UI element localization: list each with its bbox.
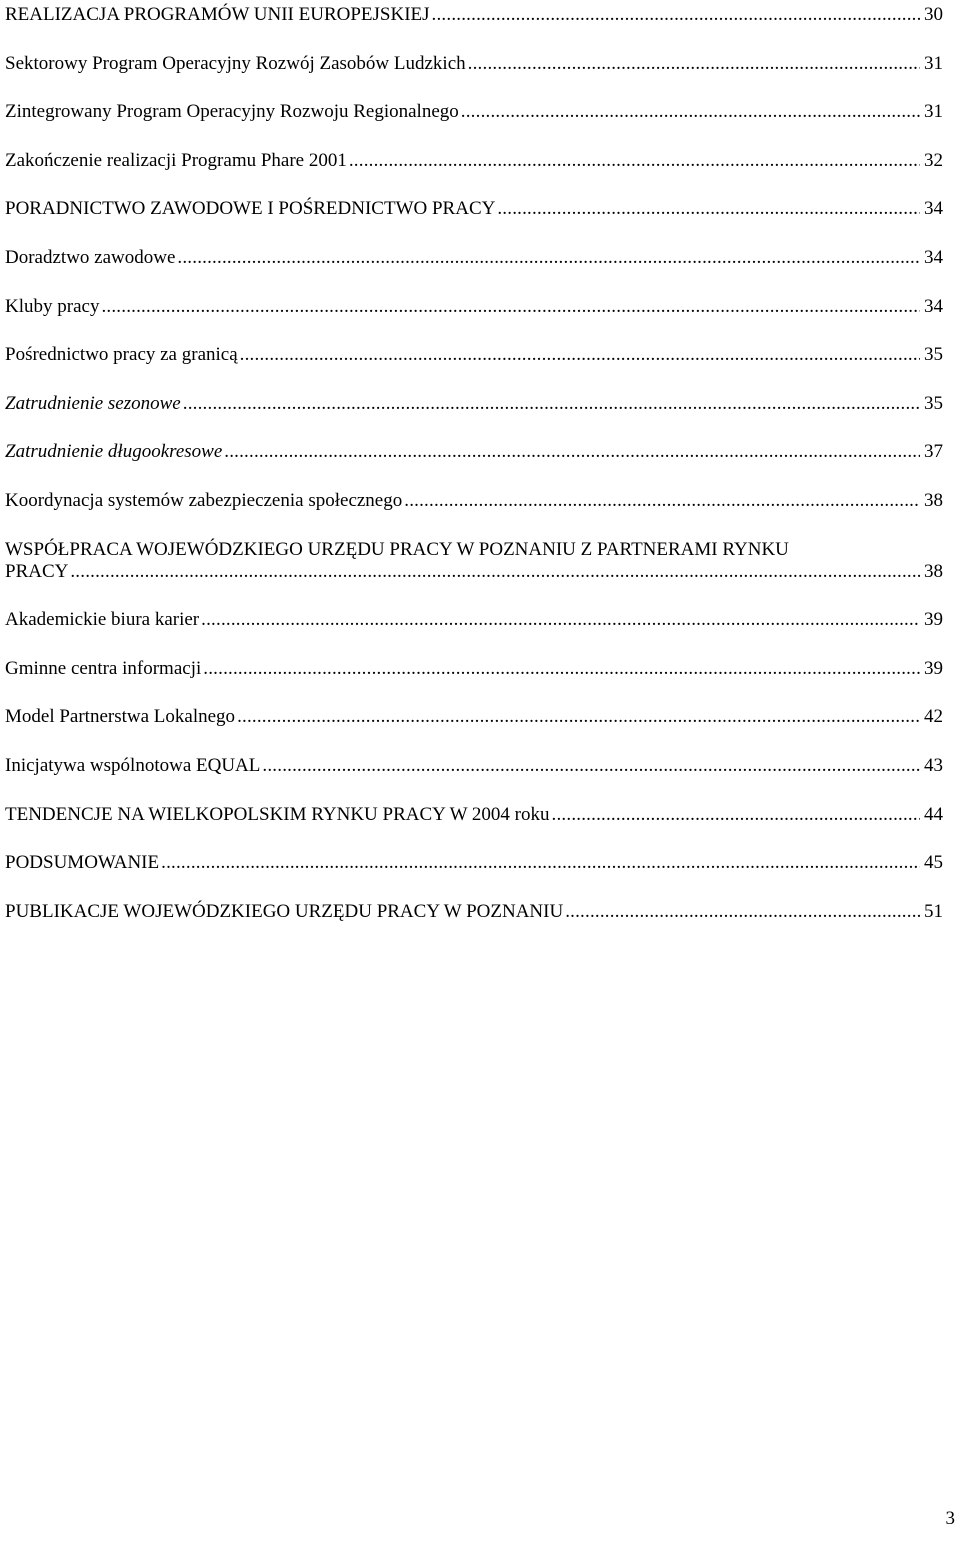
dot-leader [183,393,920,415]
toc-entry-title: Inicjatywa wspólnotowa EQUAL [5,754,261,776]
dot-leader [461,101,920,123]
toc-entry-title: PORADNICTWO ZAWODOWE I POŚREDNICTWO PRACY [5,198,496,220]
toc-entry-page: 31 [924,101,943,123]
toc-entry-title: REALIZACJA PROGRAMÓW UNII EUROPEJSKIEJ [5,4,430,25]
toc-entry-title: Zintegrowany Program Operacyjny Rozwoju Regionalnego [5,101,459,123]
toc-entry-title: Koordynacja systemów zabezpieczenia społecznego [5,489,403,511]
toc-entry-page: 39 [924,657,943,679]
toc-entry-title: PUBLIKACJE WOJEWÓDZKIEGO URZĘDU PRACY W POZNANIU [5,900,564,922]
toc-entry-title: Zatrudnienie sezonowe [5,392,181,414]
toc-entry[interactable] [5,539,943,583]
dot-leader [565,901,920,923]
toc-entry[interactable] [5,804,943,826]
dot-leader [203,658,920,680]
toc-entry-page: 30 [924,4,943,25]
toc-entry-page: 34 [924,198,943,220]
page-number: 3 [945,1508,955,1529]
toc-entry[interactable] [5,150,943,172]
toc-entry-page: 31 [924,52,943,74]
toc-entry[interactable] [5,852,943,874]
toc-entry-page: 37 [924,441,943,463]
toc-entry-page: 39 [924,609,943,631]
dot-leader [201,609,920,631]
toc-entry[interactable] [5,393,943,415]
toc-entry-page: 42 [924,706,943,728]
toc-entry-title: Akademickie biura karier [5,609,200,631]
toc-entry-title: Kluby pracy [5,295,100,317]
toc-entry-title-line1: WSPÓŁPRACA WOJEWÓDZKIEGO URZĘDU PRACY W POZNANIU Z PARTNERAMI RYNKU [5,538,789,560]
toc-entry-page: 34 [924,246,943,268]
dot-leader [404,490,920,512]
toc-entry-title: TENDENCJE NA WIELKOPOLSKIM RYNKU PRACY W 2004 roku [5,803,550,825]
toc-entry-page: 38 [924,489,943,511]
dot-leader [262,755,920,777]
toc-entry-page: 32 [924,149,943,171]
toc-entry[interactable] [5,441,943,463]
toc-entry-page: 43 [924,754,943,776]
dot-leader [468,53,920,75]
toc-entry[interactable] [5,706,943,728]
toc-entry[interactable] [5,490,943,512]
table-of-contents [5,4,943,949]
toc-entry-title: Pośrednictwo pracy za granicą [5,344,238,366]
toc-entry-page: 45 [924,852,943,874]
toc-entry[interactable] [5,4,943,26]
toc-entry-title: Doradztwo zawodowe [5,246,176,268]
toc-entry-title-line2: PRACY [5,560,69,582]
toc-entry[interactable] [5,344,943,366]
dot-leader [161,852,920,874]
dot-leader [237,706,920,728]
toc-entry-title: Gminne centra informacji [5,657,202,679]
toc-entry[interactable] [5,198,943,220]
toc-entry[interactable] [5,658,943,680]
toc-entry-title: Model Partnerstwa Lokalnego [5,706,236,728]
toc-entry-page: 44 [924,803,943,825]
dot-leader [224,441,920,463]
toc-entry[interactable] [5,247,943,269]
dot-leader [432,4,920,26]
toc-entry-title: Sektorowy Program Operacyjny Rozwój Zasobów Ludzkich [5,52,466,74]
toc-entry-page: 38 [924,560,943,582]
toc-entry-page: 35 [924,392,943,414]
dot-leader [240,344,920,366]
dot-leader [552,804,920,826]
toc-entry-title: PODSUMOWANIE [5,852,160,874]
toc-entry[interactable] [5,53,943,75]
toc-entry[interactable] [5,901,943,923]
dot-leader [177,247,920,269]
toc-entry[interactable] [5,296,943,318]
toc-entry-page: 51 [924,900,943,922]
toc-entry-page: 35 [924,344,943,366]
toc-entry[interactable] [5,755,943,777]
toc-entry[interactable] [5,101,943,123]
dot-leader [349,150,920,172]
dot-leader [101,296,920,318]
toc-entry[interactable] [5,609,943,631]
toc-entry-page: 34 [924,295,943,317]
toc-entry-title: Zakończenie realizacji Programu Phare 2001 [5,149,347,171]
toc-entry-title: Zatrudnienie długookresowe [5,441,223,463]
dot-leader [497,198,920,220]
dot-leader [70,561,920,583]
